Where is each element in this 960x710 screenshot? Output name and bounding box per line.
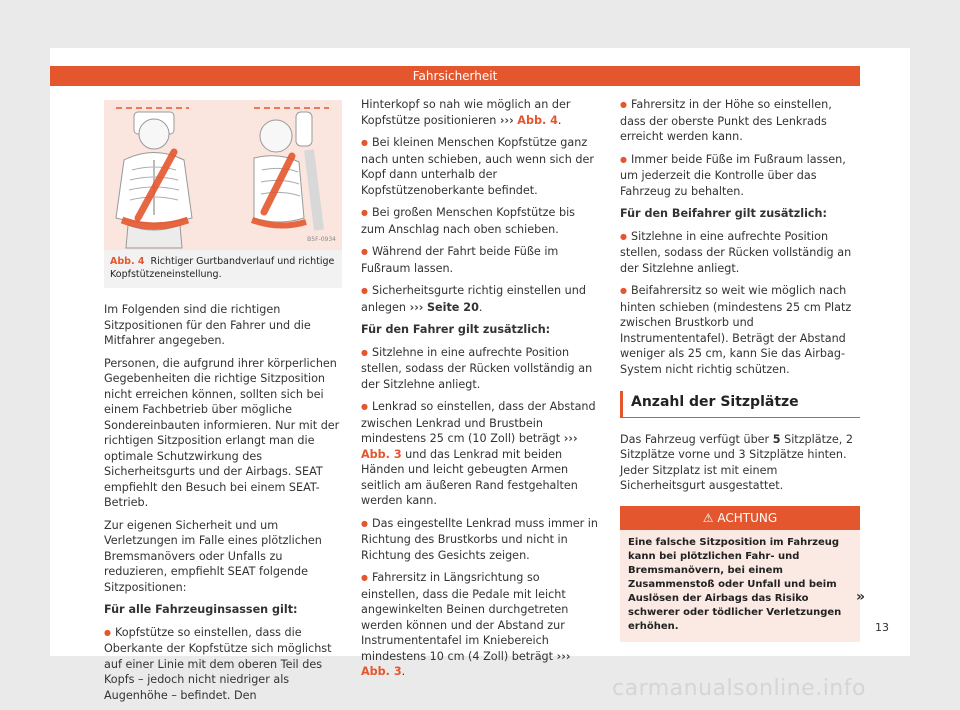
- warning-box: [620, 506, 860, 642]
- body-paragraph-3: Zur eigenen Sicherheit und um Verletzungen im Falle eines plötzlichen Bremsmanövers oder Unfalls zu reduzieren, empfiehlt SEAT folgende Sitzpositionen:: [104, 518, 322, 594]
- page-number: 13: [875, 621, 889, 634]
- chapter-header: Fahrsicherheit: [50, 66, 860, 86]
- list-item: ● Fahrersitz in Längsrichtung so einstellen, dass die Pedale mit leicht angewinkelten Beinen durchgetreten werden können und der Abstand zur Instrumententafel im Kniebereich mindestens 10 cm (4 Zoll) beträgt ››› Abb. 3.: [361, 570, 601, 680]
- figure-link[interactable]: Abb. 3: [361, 665, 402, 678]
- subheading-all-occupants: Für alle Fahrzeuginsassen gilt:: [104, 603, 298, 616]
- seat-belt-illustration: [104, 100, 342, 250]
- list-item: ● Bei kleinen Menschen Kopfstütze ganz nach unten schieben, auch wenn sich der Kopf dann unterhalb der Kopfstützenoberkante befindet.: [361, 135, 601, 198]
- list-item: ● Kopfstütze so einstellen, dass die Oberkante der Kopfstütze sich möglichst auf einer Linie mit dem oberen Teil des Kopfs – jedoch nicht niedriger als Augenhöhe – befindet. Den: [104, 625, 342, 704]
- caption-label: Abb. 4: [110, 256, 145, 267]
- ref-arrows: ›››: [409, 300, 424, 314]
- warning-title: ACHTUNG: [717, 510, 778, 525]
- list-item: ● Während der Fahrt beide Füße im Fußraum lassen.: [361, 244, 601, 276]
- ref-arrows: ›››: [556, 649, 571, 663]
- list-item: ● Immer beide Füße im Fußraum lassen, um jederzeit die Kontrolle über das Fahrzeug zu behalten.: [620, 152, 860, 200]
- list-item: ● Bei großen Menschen Kopfstütze bis zum Anschlag nach oben schieben.: [361, 205, 601, 237]
- figure-code: B5F-0934: [307, 235, 336, 243]
- list-item: ● Sicherheitsgurte richtig einstellen und anlegen ››› Seite 20.: [361, 283, 601, 315]
- subheading-passenger: Für den Beifahrer gilt zusätzlich:: [620, 207, 827, 220]
- ref-arrows: ›››: [499, 113, 514, 127]
- list-item: ● Fahrersitz in der Höhe so einstellen, dass der oberste Punkt des Lenkrads erreicht werden kann.: [620, 97, 860, 145]
- list-item: ● Lenkrad so einstellen, dass der Abstand zwischen Lenkrad und Brustbein mindestens 25 cm (10 Zoll) beträgt ››› Abb. 3 und das Lenkrad mit beiden Händen und leicht gebeugten Armen seitlich am äußeren Rand festgehalten werden kann.: [361, 399, 601, 509]
- page-link[interactable]: Seite 20: [426, 300, 479, 314]
- warning-icon: ⚠: [702, 510, 714, 525]
- watermark: carmanualsonline.info: [612, 676, 866, 701]
- list-item: ● Das eingestellte Lenkrad muss immer in Richtung des Brustkorbs und nicht in Richtung des Gesichts zeigen.: [361, 516, 601, 564]
- continued-paragraph: Hinterkopf so nah wie möglich an der Kopfstütze positionieren ››› Abb. 4.: [361, 98, 571, 127]
- column-1: [104, 100, 342, 710]
- continue-marker: »: [856, 589, 866, 605]
- warning-header: [620, 506, 860, 530]
- figure-link[interactable]: Abb. 3: [361, 447, 402, 461]
- figure-caption: [104, 250, 342, 288]
- figure-seating-illustration: [104, 100, 342, 250]
- intro-paragraph: Im Folgenden sind die richtigen Sitzpositionen für den Fahrer und die Mitfahrer angegeben.: [104, 303, 311, 347]
- seats-paragraph: Das Fahrzeug verfügt über 5 Sitzplätze, 2 Sitzplätze vorne und 3 Sitzplätze hinten. Jeder Sitzplatz ist mit einem Sicherheitsgurt ausgestattet.: [620, 432, 853, 492]
- figure-link[interactable]: Abb. 4: [517, 113, 558, 127]
- column-3: [620, 97, 860, 642]
- body-paragraph-2: Personen, die aufgrund ihrer körperlichen Gegebenheiten die richtige Sitzposition nicht erreichen können, sollten sich bei einem Fachbetrieb über mögliche Sondereinbauten informieren. Nur mit der richtigen Sitzposition erlangt man die optimale Schutzwirkung des Sicherheitsgurts und der Airbags. SEAT empfiehlt den Besuch bei einem SEAT-Betrieb.: [104, 356, 340, 509]
- list-item: ● Sitzlehne in eine aufrechte Position stellen, sodass der Rücken vollständig an der Sitzlehne anliegt.: [620, 229, 860, 277]
- warning-text: Eine falsche Sitzposition im Fahrzeug kann bei plötzlichen Fahr- und Bremsmanövern, bei einem Zusammenstoß oder Unfall und beim Auslösen der Airbags das Risiko schwerer oder tödlicher Verletzungen erhöhen.: [628, 536, 842, 632]
- column-2: [361, 97, 601, 687]
- seat-count: 5: [772, 432, 781, 446]
- subheading-driver: Für den Fahrer gilt zusätzlich:: [361, 323, 551, 336]
- list-item: ● Beifahrersitz so weit wie möglich nach hinten schieben (mindestens 25 cm Platz zwischen Brustkorb und Instrumententafel). Beträgt der Abstand weniger als 25 cm, kann Sie das Airbag-System nicht richtig schützen.: [620, 283, 860, 377]
- ref-arrows: ›››: [563, 432, 578, 445]
- caption-text: Richtiger Gurtbandverlauf und richtige Kopfstützeneinstellung.: [110, 256, 335, 280]
- list-item: ● Sitzlehne in eine aufrechte Position stellen, sodass der Rücken vollständig an der Sitzlehne anliegt.: [361, 345, 601, 393]
- section-title: Anzahl der Sitzplätze: [620, 391, 860, 418]
